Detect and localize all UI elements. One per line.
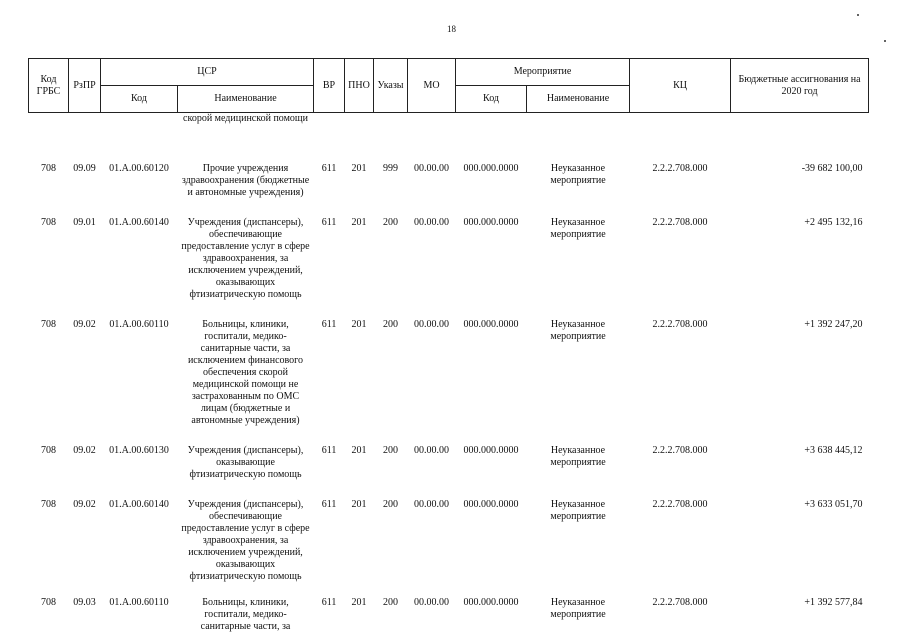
cell-csr-name: Больницы, клиники, госпитали, медико-санитарные части, за исключением финансового обеспечения скорой медицинской помощи не застрахованным по ОМС лицам (бюджетные и автономные учреждения) [187, 319, 304, 426]
cell-pno: 201 [351, 445, 367, 456]
cell-rzpr: 09.02 [73, 445, 96, 456]
cell-mo: 00.00.00 [414, 163, 450, 174]
cell-csr-name: Учреждения (диспансеры), оказывающие фтизиатрическую помощь [187, 445, 304, 480]
cell-rzpr: 09.02 [73, 319, 96, 330]
cell-pno: 201 [351, 217, 367, 228]
cell-rzpr: 09.03 [73, 597, 96, 608]
cell-csr-kod: 01.А.00.60140 [109, 499, 169, 510]
header-rzpr: РзПР [69, 59, 101, 113]
cell-pno: 201 [351, 597, 367, 608]
header-kc: КЦ [630, 59, 731, 113]
cell-csr-kod: 01.А.00.60120 [109, 163, 169, 174]
cell-amount: -39 682 100,00 [801, 163, 863, 174]
cell-csr-name: Прочие учреждения здравоохранения (бюджетные и автономные учреждения) [181, 163, 310, 198]
cell-kc: 2.2.2.708.000 [652, 499, 708, 510]
header-csr: ЦСР [101, 59, 314, 86]
table-body [29, 113, 869, 634]
continuation-text: скорой медицинской помощи [183, 113, 308, 124]
table-header [29, 59, 869, 113]
cell-vr: 611 [321, 445, 337, 456]
cell-event-kod: 000.000.0000 [463, 499, 519, 510]
cell-event-kod: 000.000.0000 [463, 217, 519, 228]
cell-ukazy: 200 [383, 217, 399, 228]
cell-amount: +3 633 051,70 [804, 499, 863, 510]
cell-vr: 611 [321, 163, 337, 174]
cell-grbs: 708 [41, 597, 56, 608]
budget-table [28, 58, 869, 633]
cell-event-name: Неуказанное мероприятие [550, 217, 606, 240]
cell-mo: 00.00.00 [414, 597, 450, 608]
cell-ukazy: 200 [383, 597, 399, 608]
cell-pno: 201 [351, 163, 367, 174]
header-budget: Бюджетные ассигнования на 2020 год [731, 59, 869, 113]
table-row [29, 141, 869, 199]
cell-mo: 00.00.00 [414, 499, 450, 510]
cell-amount: +1 392 577,84 [804, 597, 863, 608]
cell-event-kod: 000.000.0000 [463, 597, 519, 608]
cell-rzpr: 09.09 [73, 163, 96, 174]
header-vr: ВР [314, 59, 345, 113]
header-event-name: Наименование [527, 86, 630, 113]
cell-mo: 00.00.00 [414, 319, 450, 330]
scan-speck [884, 40, 886, 42]
cell-event-kod: 000.000.0000 [463, 319, 519, 330]
cell-ukazy: 200 [383, 319, 399, 330]
header-pno: ПНО [345, 59, 374, 113]
header-event: Мероприятие [456, 59, 630, 86]
header-mo: МО [408, 59, 456, 113]
cell-event-kod: 000.000.0000 [463, 445, 519, 456]
cell-csr-kod: 01.А.00.60110 [109, 319, 169, 330]
header-ukazy: Указы [374, 59, 408, 113]
cell-amount: +1 392 247,20 [804, 319, 863, 330]
cell-kc: 2.2.2.708.000 [652, 597, 708, 608]
cell-kc: 2.2.2.708.000 [652, 319, 708, 330]
cell-csr-name: Больницы, клиники, госпитали, медико-санитарные части, за [200, 597, 291, 632]
cell-mo: 00.00.00 [414, 445, 450, 456]
cell-event-name: Неуказанное мероприятие [550, 445, 606, 468]
continuation-row [29, 113, 869, 142]
cell-event-name: Неуказанное мероприятие [550, 163, 606, 186]
cell-ukazy: 200 [383, 499, 399, 510]
header-csr-kod: Код [101, 86, 178, 113]
cell-vr: 611 [321, 597, 337, 608]
cell-grbs: 708 [41, 445, 56, 456]
cell-rzpr: 09.01 [73, 217, 96, 228]
page-number: 18 [447, 24, 456, 34]
cell-ukazy: 999 [383, 163, 399, 174]
cell-csr-kod: 01.А.00.60110 [109, 597, 169, 608]
cell-kc: 2.2.2.708.000 [652, 217, 708, 228]
table-row [29, 301, 869, 427]
cell-ukazy: 200 [383, 445, 399, 456]
table-row [29, 199, 869, 301]
cell-amount: +2 495 132,16 [804, 217, 863, 228]
scan-speck [857, 14, 859, 16]
cell-pno: 201 [351, 499, 367, 510]
cell-vr: 611 [321, 217, 337, 228]
cell-pno: 201 [351, 319, 367, 330]
cell-csr-kod: 01.А.00.60130 [109, 445, 169, 456]
cell-amount: +3 638 445,12 [804, 445, 863, 456]
cell-grbs: 708 [41, 163, 56, 174]
cell-vr: 611 [321, 319, 337, 330]
header-csr-name: Наименование [178, 86, 314, 113]
cell-rzpr: 09.02 [73, 499, 96, 510]
header-event-kod: Код [456, 86, 527, 113]
cell-event-name: Неуказанное мероприятие [550, 499, 606, 522]
table-row [29, 427, 869, 481]
cell-event-name: Неуказанное мероприятие [550, 319, 606, 342]
cell-event-kod: 000.000.0000 [463, 163, 519, 174]
cell-kc: 2.2.2.708.000 [652, 163, 708, 174]
table-row [29, 481, 869, 583]
cell-csr-name: Учреждения (диспансеры), обеспечивающие предоставление услуг в сфере здравоохранения, за исключением учреждений, оказывающих фтизиатрическую помощь [181, 217, 310, 300]
cell-grbs: 708 [41, 319, 56, 330]
header-kod-grbs: Код ГРБС [29, 59, 69, 113]
cell-csr-kod: 01.А.00.60140 [109, 217, 169, 228]
cell-csr-name: Учреждения (диспансеры), обеспечивающие предоставление услуг в сфере здравоохранения, за исключением учреждений, оказывающих фтизиатрическую помощь [181, 499, 310, 582]
cell-grbs: 708 [41, 217, 56, 228]
cell-kc: 2.2.2.708.000 [652, 445, 708, 456]
cell-event-name: Неуказанное мероприятие [550, 597, 606, 620]
table-row [29, 583, 869, 633]
cell-mo: 00.00.00 [414, 217, 450, 228]
cell-grbs: 708 [41, 499, 56, 510]
cell-vr: 611 [321, 499, 337, 510]
